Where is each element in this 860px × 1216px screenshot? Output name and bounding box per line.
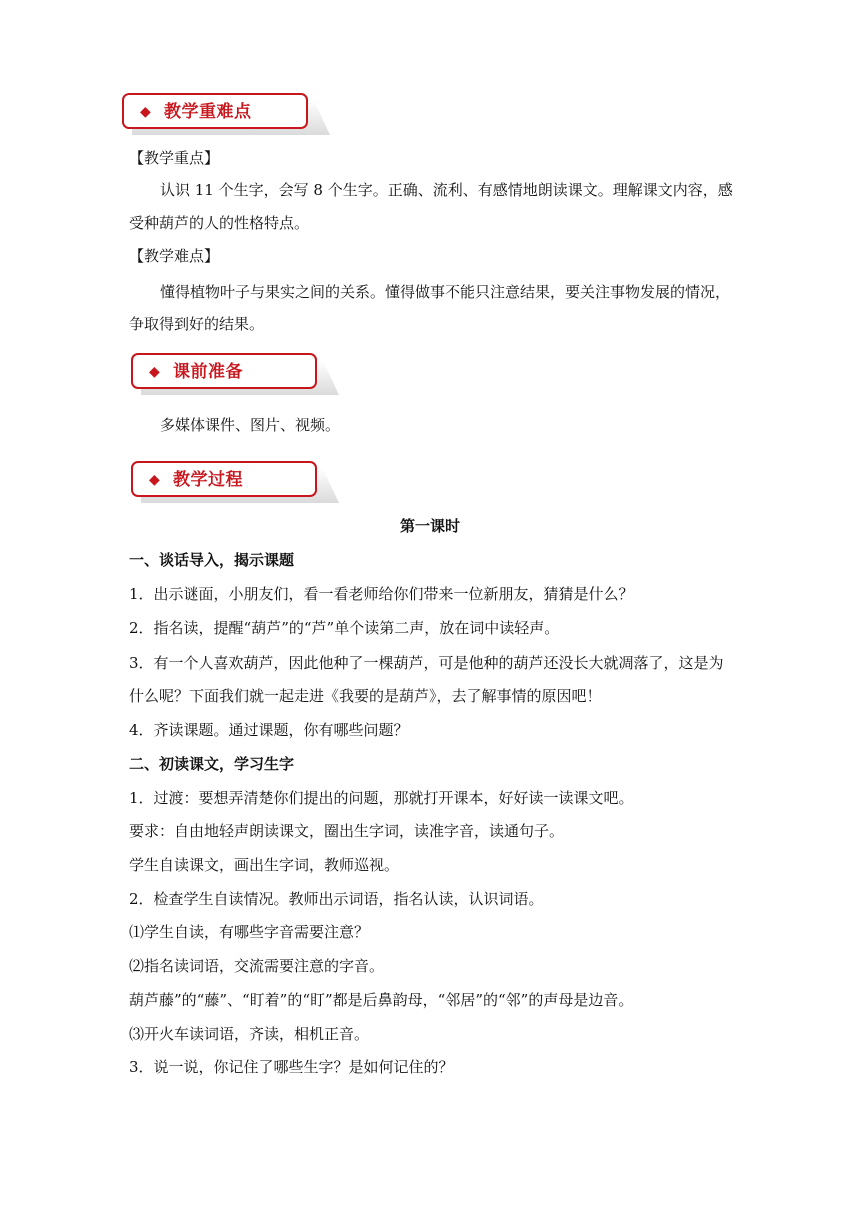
part1-item2: 2．指名读，提醒“葫芦”的“芦”单个读第二声，放在词中读轻声。 — [129, 619, 560, 637]
section-header-box — [122, 93, 308, 129]
section-title: 教学重难点 — [164, 102, 252, 122]
part1-item1: 1．出示谜面，小朋友们，看一看老师给你们带来一位新朋友，猜猜是什么？ — [129, 585, 634, 603]
preparation-text: 多媒体课件、图片、视频。 — [160, 416, 341, 434]
part2-requirement: 要求：自由地轻声朗读课文，圈出生字词，读准字音，读通句子。 — [129, 822, 565, 840]
part1-item3-line1: 3．有一个人喜欢葫芦，因此他种了一棵葫芦，可是他种的葫芦还没长大就凋落了，这是为 — [129, 654, 724, 672]
part2-sub2: ⑵指名读词语，交流需要注意的字音。 — [129, 957, 385, 975]
part1-item3-line2: 什么呢？下面我们就一起走进《我要的是葫芦》，去了解事情的原因吧！ — [129, 687, 602, 705]
diamond-bullet-icon: ◆ — [140, 104, 151, 120]
difficult-points-text-line1: 懂得植物叶子与果实之间的关系。懂得做事不能只注意结果，要关注事物发展的情况， — [160, 283, 731, 301]
difficult-points-heading: 【教学难点】 — [129, 247, 220, 265]
key-points-heading: 【教学重点】 — [129, 149, 220, 167]
key-points-text-line2: 受种葫芦的人的性格特点。 — [129, 214, 310, 232]
part2-item1: 1．过渡：要想弄清楚你们提出的问题，那就打开课本，好好读一读课文吧。 — [129, 789, 634, 807]
part1-heading: 一、谈话导入，揭示课题 — [129, 551, 295, 569]
section-header-preparation — [131, 353, 351, 401]
part2-sub3: ⑶开火车读词语，齐读，相机正音。 — [129, 1025, 370, 1043]
part2-self-reading: 学生自读课文，画出生字词，教师巡视。 — [129, 856, 400, 874]
section-header-process — [131, 461, 351, 509]
part2-item3: 3．说一说，你记住了哪些生字？是如何记住的？ — [129, 1058, 454, 1076]
part1-item4: 4．齐读课题。通过课题，你有哪些问题？ — [129, 721, 409, 739]
section-title: 教学过程 — [173, 470, 243, 490]
part2-sub1: ⑴学生自读，有哪些字音需要注意？ — [129, 923, 370, 941]
diamond-bullet-icon: ◆ — [149, 472, 160, 488]
difficult-points-text-line2: 争取得到好的结果。 — [129, 315, 265, 333]
section-header-difficulties — [122, 93, 342, 141]
lesson-title: 第一课时 — [399, 517, 460, 535]
section-title: 课前准备 — [173, 362, 243, 382]
key-points-text-line1: 认识 11 个生字，会写 8 个生字。正确、流利、有感情地朗读课文。理解课文内容，感 — [160, 181, 733, 199]
section-header-box — [131, 353, 317, 389]
part2-item2: 2．检查学生自读情况。教师出示词语，指名认读，认识词语。 — [129, 890, 544, 908]
section-header-box — [131, 461, 317, 497]
diamond-bullet-icon: ◆ — [149, 364, 160, 380]
part2-heading: 二、初读课文，学习生字 — [129, 755, 295, 773]
part2-note: 葫芦藤”的“藤”、“盯着”的“盯”都是后鼻韵母，“邻居”的“邻”的声母是边音。 — [129, 991, 634, 1009]
